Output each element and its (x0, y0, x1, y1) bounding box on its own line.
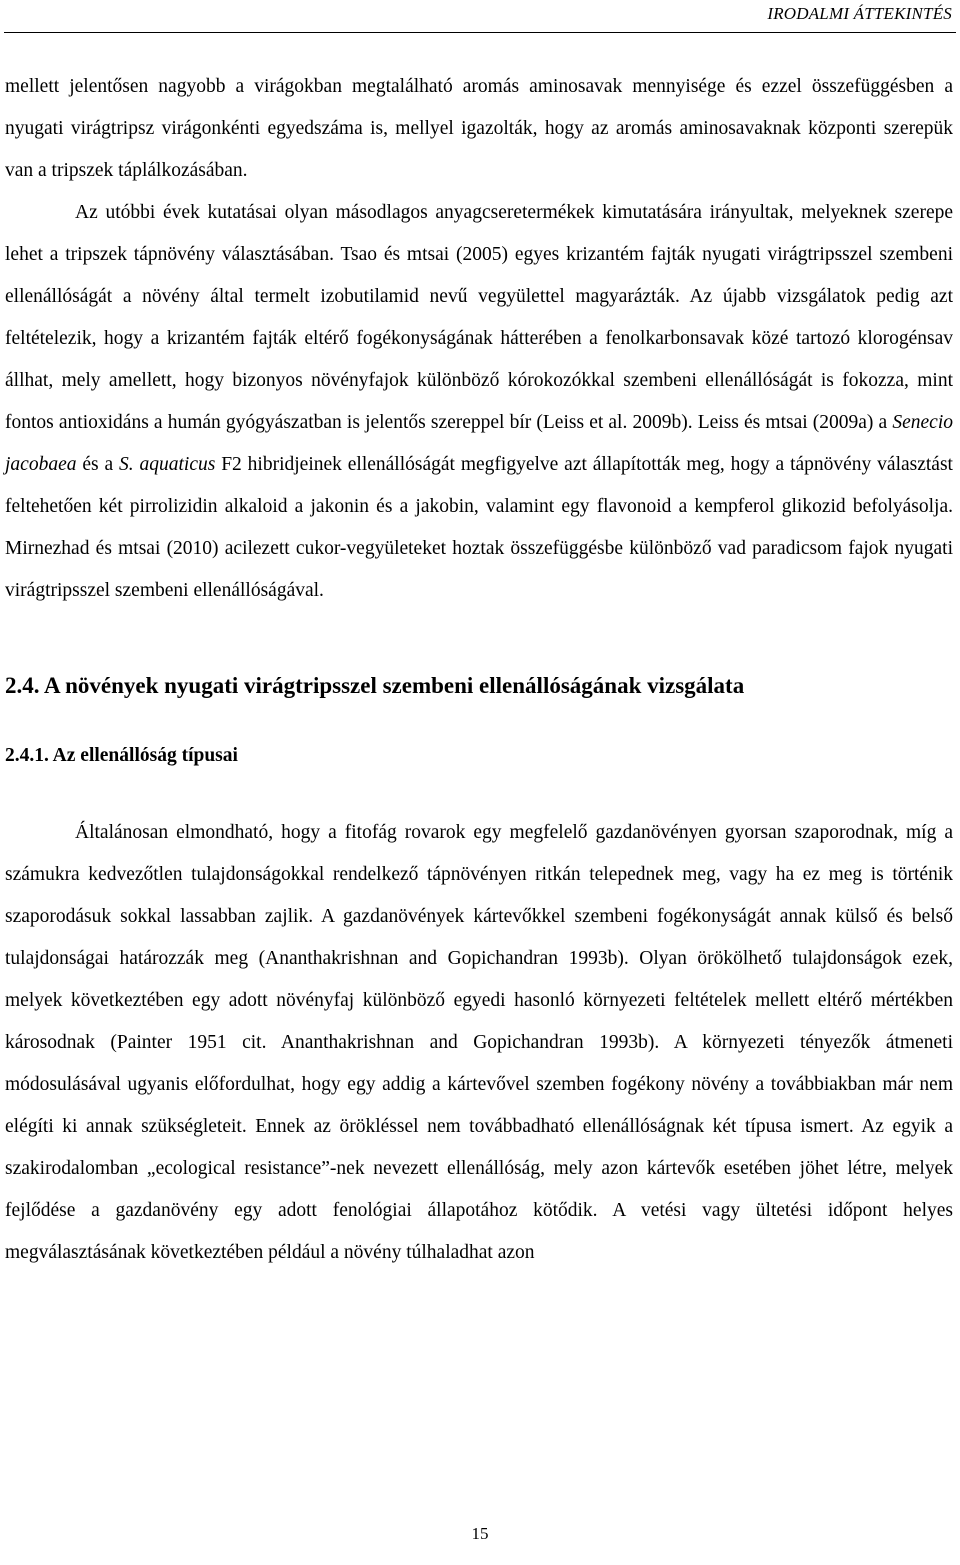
paragraph-secondary-metabolites (5, 192, 953, 612)
paragraph-continuation: mellett jelentősen nagyobb a virágokban megtalálható aromás aminosavak mennyisége és ezzel összefüggésben a nyugati virágtripsz virágonkénti egyedszáma is, mellyel igazolták, hogy az aromás aminosavaknak központi szerepük van a tripszek táplálkozásában. (5, 76, 953, 181)
paragraph-text: Az utóbbi évek kutatásai olyan másodlagos anyagcseretermékek kimutatására irányultak, melyeknek szerepe lehet a tripszek tápnövény választásában. Tsao és mtsai (2005) egyes krizantém fajták nyugati virágtripsszel szembeni ellenállóságát a növény által termelt izobutilamid nevű vegyülettel magyarázták. Az újabb vizsgálatok pedig azt feltételezik, hogy a krizantém fajták eltérő fogékonyságának hátterében a fenolkarbonsavak közé tartozó klorogénsav állhat, mely amellett, hogy bizonyos növényfajok különböző kórokozókkal szembeni ellenállóságát is fokozza, mint fontos antioxidáns a humán gyógyászatban is jelentős szereppel bír (Leiss et al. 2009b). Leiss és mtsai (2009a) a (5, 202, 953, 433)
paragraph-resistance-types: Általánosan elmondható, hogy a fitofág rovarok egy megfelelő gazdanövényen gyorsan szaporodnak, míg a számukra kedvezőtlen tulajdonságokkal rendelkező tápnövényen ritkán telepednek meg, vagy ha ez meg is történik szaporodásuk sokkal lassabban zajlik. A gazdanövények kártevőkkel szembeni fogékonyságát annak külső és belső tulajdonságai határozzák meg (Ananthakrishnan and Gopichandran 1993b). Olyan örökölhető tulajdonságok ezek, melyek következtében egy adott növényfaj különböző egyedi hasonló környezeti feltételek mellett eltérő mértékben károsodnak (Painter 1951 cit. Ananthakrishnan and Gopichandran 1993b). A környezeti tényezők átmeneti módosulásával ugyanis előfordulhat, hogy egy addig a kártevővel szemben fogékony növény a továbbiakban már nem elégíti ki annak szükségleteit. Ennek az örökléssel nem továbbadható ellenállóságnak két típusa ismert. Az egyik a szakirodalomban „ecological resistance”-nek nevezett ellenállóság, mely azon kártevők esetében jöhet létre, melyek fejlődése a gazdanövény egy adott fenológiai állapotához kötődik. A vetési vagy ültetési időpont helyes megválasztásának következtében például a növény túlhaladhat azon (5, 822, 953, 1263)
subsection-heading: 2.4.1. Az ellenállóság típusai (5, 745, 238, 766)
running-header: IRODALMI ÁTTEKINTÉS (767, 4, 952, 23)
page-number: 15 (471, 1524, 489, 1543)
header-rule (4, 32, 956, 33)
species-name: Senecio jacobaea (5, 412, 953, 475)
paragraph-text: és a (76, 454, 119, 475)
page-body (5, 66, 953, 1274)
species-name: S. aquaticus (119, 454, 216, 475)
section-heading: 2.4. A növények nyugati virágtripsszel szembeni ellenállóságának vizsgálata (5, 673, 745, 698)
paragraph-text: F2 hibridjeinek ellenállóságát megfigyelve azt állapították meg, hogy a tápnövény választást feltehetően két pirrolizidin alkaloid a jakonin és a jakobin, valamint egy flavonoid a kempferol glikozid befolyásolja. Mirnezhad és mtsai (2010) acilezett cukor-vegyületeket hoztak összefüggésbe különböző vad paradicsom fajok nyugati virágtripsszel szembeni ellenállóságával. (5, 454, 953, 601)
